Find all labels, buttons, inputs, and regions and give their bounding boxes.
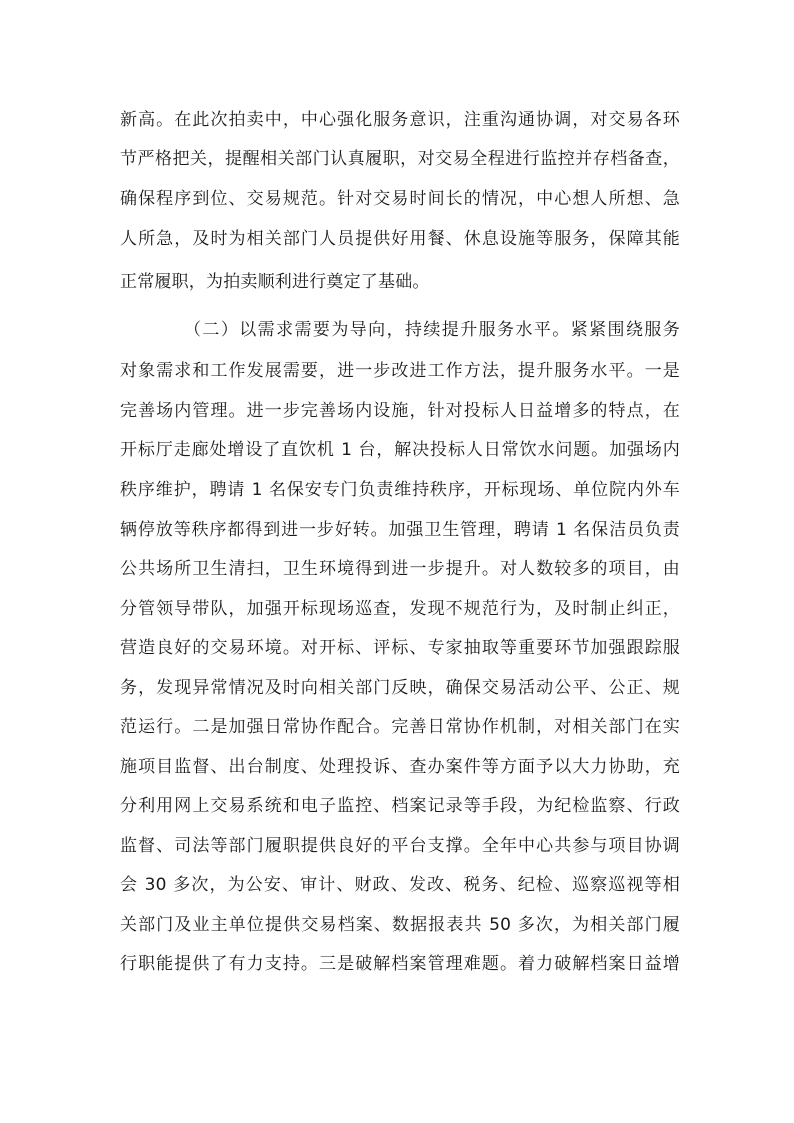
- paragraph-line: 完善场内管理。进一步完善场内设施，针对投标人日益增多的特点，在: [120, 401, 680, 421]
- paragraph-line: 辆停放等秩序都得到进一步好转。加强卫生管理，聘请 1 名保洁员负责: [120, 520, 680, 540]
- paragraph-line: 行职能提供了有力支持。三是破解档案管理难题。着力破解档案日益增: [120, 954, 680, 974]
- section-heading-line: （二）以需求需要为导向，持续提升服务水平。紧紧围绕服务: [184, 320, 680, 340]
- paragraph-line: 施项目监督、出台制度、处理投诉、查办案件等方面予以大力协助，充: [120, 757, 680, 777]
- paragraph-line: 公共场所卫生清扫，卫生环境得到进一步提升。对人数较多的项目，由: [120, 559, 680, 579]
- paragraph-line: 营造良好的交易环境。对开标、评标、专家抽取等重要环节加强跟踪服: [120, 638, 680, 658]
- paragraph-line: 监督、司法等部门履职提供良好的平台支撑。全年中心共参与项目协调: [120, 836, 680, 856]
- paragraph-line: 范运行。二是加强日常协作配合。完善日常协作机制，对相关部门在实: [120, 717, 680, 737]
- paragraph-line: 关部门及业主单位提供交易档案、数据报表共 50 多次，为相关部门履: [120, 915, 680, 935]
- paragraph-line: 分管领导带队，加强开标现场巡查，发现不规范行为，及时制止纠正，: [120, 599, 680, 619]
- paragraph-line: 务，发现异常情况及时向相关部门反映，确保交易活动公平、公正、规: [120, 678, 680, 698]
- paragraph-line: 分利用网上交易系统和电子监控、档案记录等手段，为纪检监察、行政: [120, 796, 680, 816]
- paragraph-line: 开标厅走廊处增设了直饮机 1 台，解决投标人日常饮水问题。加强场内: [120, 440, 680, 460]
- paragraph-line: 确保程序到位、交易规范。针对交易时间长的情况，中心想人所想、急: [120, 189, 680, 209]
- paragraph-line: 人所急，及时为相关部门人员提供好用餐、休息设施等服务，保障其能: [120, 229, 680, 249]
- paragraph-line: 新高。在此次拍卖中，中心强化服务意识，注重沟通协调，对交易各环: [120, 110, 680, 130]
- paragraph-line: 节严格把关，提醒相关部门认真履职，对交易全程进行监控并存档备查，: [120, 149, 680, 169]
- paragraph-line: 会 30 多次，为公安、审计、财政、发改、税务、纪检、巡察巡视等相: [120, 875, 680, 895]
- paragraph-line: 对象需求和工作发展需要，进一步改进工作方法，提升服务水平。一是: [120, 361, 680, 381]
- paragraph-line: 秩序维护，聘请 1 名保安专门负责维持秩序，开标现场、单位院内外车: [120, 480, 680, 500]
- paragraph-line: 正常履职，为拍卖顺利进行奠定了基础。: [120, 272, 430, 292]
